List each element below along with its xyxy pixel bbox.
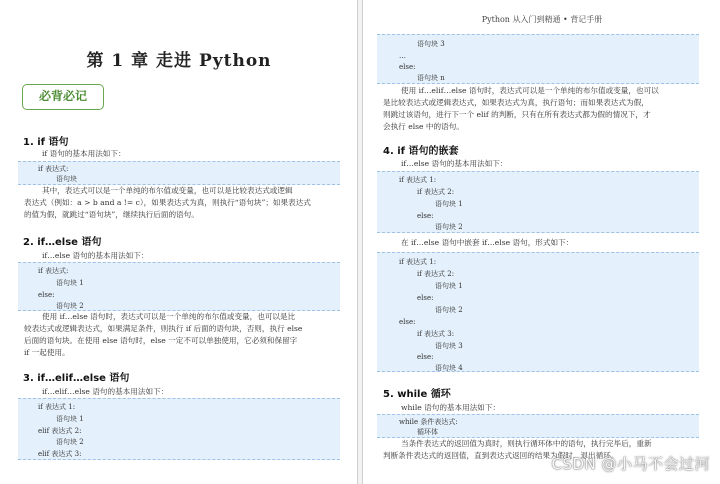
- code-block: [377, 171, 699, 233]
- code-block: [18, 161, 340, 185]
- section-intro: if…else 语句的基本用法如下：: [42, 251, 149, 260]
- code-line: else:: [417, 353, 434, 361]
- right-page: [362, 0, 720, 484]
- section-heading: 2. if…else 语句: [23, 237, 102, 248]
- paragraph-line: 当条件表达式的返回值为真时，则执行循环体中的语句，执行完毕后，重新: [401, 439, 652, 448]
- section-intro: if…elif…else 语句的基本用法如下：: [42, 387, 169, 396]
- left-page: [0, 0, 358, 484]
- paragraph-line: 会执行 else 中的语句。: [383, 122, 464, 131]
- paragraph-line: if 一起使用。: [24, 348, 70, 357]
- section-heading: 5. while 循环: [383, 389, 451, 400]
- code-line: if 表达式 2:: [417, 270, 455, 278]
- code-line: 语句块 1: [56, 415, 84, 423]
- code-line: if 表达式:: [38, 267, 69, 275]
- code-line: if 表达式 3:: [417, 330, 455, 338]
- section-intro: while 语句的基本用法如下：: [401, 403, 501, 412]
- code-line: 语句块 2: [435, 306, 463, 314]
- paragraph-line: 判断条件表达式的返回值，直到表达式返回的结果为假时，退出循环。: [383, 451, 619, 460]
- code-line: if 表达式 2:: [417, 188, 455, 196]
- code-line: 语句块: [56, 175, 77, 183]
- chapter-title: 第 1 章 走进 Python: [86, 51, 272, 71]
- paragraph-line: 的值为假，就跳过“语句块”，继续执行后面的语句。: [24, 210, 199, 219]
- running-header: Python 从入门到精通 • 背记手册: [481, 15, 603, 24]
- code-line: 语句块 4: [435, 364, 463, 372]
- code-block: [377, 34, 699, 84]
- code-line: if 表达式 1:: [399, 176, 437, 184]
- code-block: [18, 262, 340, 311]
- paragraph-line: 是比较表达式或逻辑表达式，如果表达式为真，执行语句；而如果表达式为假，: [383, 98, 649, 107]
- code-line: else:: [417, 212, 434, 220]
- code-line: else:: [399, 318, 416, 326]
- code-line: 语句块 n: [417, 74, 445, 82]
- paragraph-line: 使用 if…elif…else 语句时，表达式可以是一个单纯的布尔值或变量，也可以: [401, 86, 659, 95]
- code-line: 语句块 3: [417, 40, 445, 48]
- code-line: else:: [38, 291, 55, 299]
- code-line: while 条件表达式:: [399, 418, 458, 426]
- section-intro: if 语句的基本用法如下：: [42, 149, 126, 158]
- code-line: 循环体: [417, 428, 438, 436]
- code-line: 语句块 1: [435, 200, 463, 208]
- code-block: [377, 414, 699, 438]
- must-remember-badge: [22, 84, 104, 110]
- code-line: 语句块 2: [56, 302, 84, 310]
- code-line: elif 表达式 3:: [38, 450, 82, 458]
- code-line: else:: [417, 294, 434, 302]
- code-line: 语句块 2: [435, 223, 463, 231]
- code-block: [18, 398, 340, 460]
- code-line: 语句块 1: [435, 282, 463, 290]
- paragraph-line: 其中，表达式可以是一个单纯的布尔值或变量，也可以是比较表达式或逻辑: [42, 186, 293, 195]
- code-line: if 表达式 1:: [38, 403, 76, 411]
- section-intro: if…else 语句的基本用法如下：: [401, 159, 508, 168]
- code-line: 语句块 2: [56, 438, 84, 446]
- must-remember-label: 必背必记: [38, 89, 87, 103]
- section-intro: 在 if…else 语句中嵌套 if…else 语句，形式如下：: [401, 238, 574, 247]
- paragraph-line: 表达式（例如：a > b and a != c），如果表达式为真，则执行“语句块”；如果表达式: [24, 198, 311, 207]
- code-line: 语句块 3: [435, 342, 463, 350]
- code-line: else:: [399, 63, 416, 71]
- paragraph-line: 后面的语句块。在使用 else 语句时，else 一定不可以单独使用，它必须和保留字: [24, 336, 298, 345]
- section-heading: 3. if…elif…else 语句: [23, 373, 130, 384]
- code-line: if 表达式:: [38, 165, 69, 173]
- section-heading: 4. if 语句的嵌套: [383, 146, 459, 157]
- paragraph-line: 较表达式或逻辑表达式，如果满足条件，则执行 if 后面的语句块，否则，执行 else: [24, 324, 303, 333]
- watermark: CSDN @小马不会过河: [551, 455, 710, 473]
- code-line: 语句块 1: [56, 279, 84, 287]
- code-line: …: [399, 52, 406, 60]
- paragraph-line: 则跳过该语句，进行下一个 elif 的判断，只有在所有表达式都为假的情况下，才: [383, 110, 651, 119]
- code-line: elif 表达式 2:: [38, 427, 82, 435]
- section-heading: 1. if 语句: [23, 137, 69, 148]
- paragraph-line: 使用 if…else 语句时，表达式可以是一个单纯的布尔值或变量，也可以是比: [42, 312, 296, 321]
- code-block: [377, 252, 699, 372]
- code-line: if 表达式 1:: [399, 258, 437, 266]
